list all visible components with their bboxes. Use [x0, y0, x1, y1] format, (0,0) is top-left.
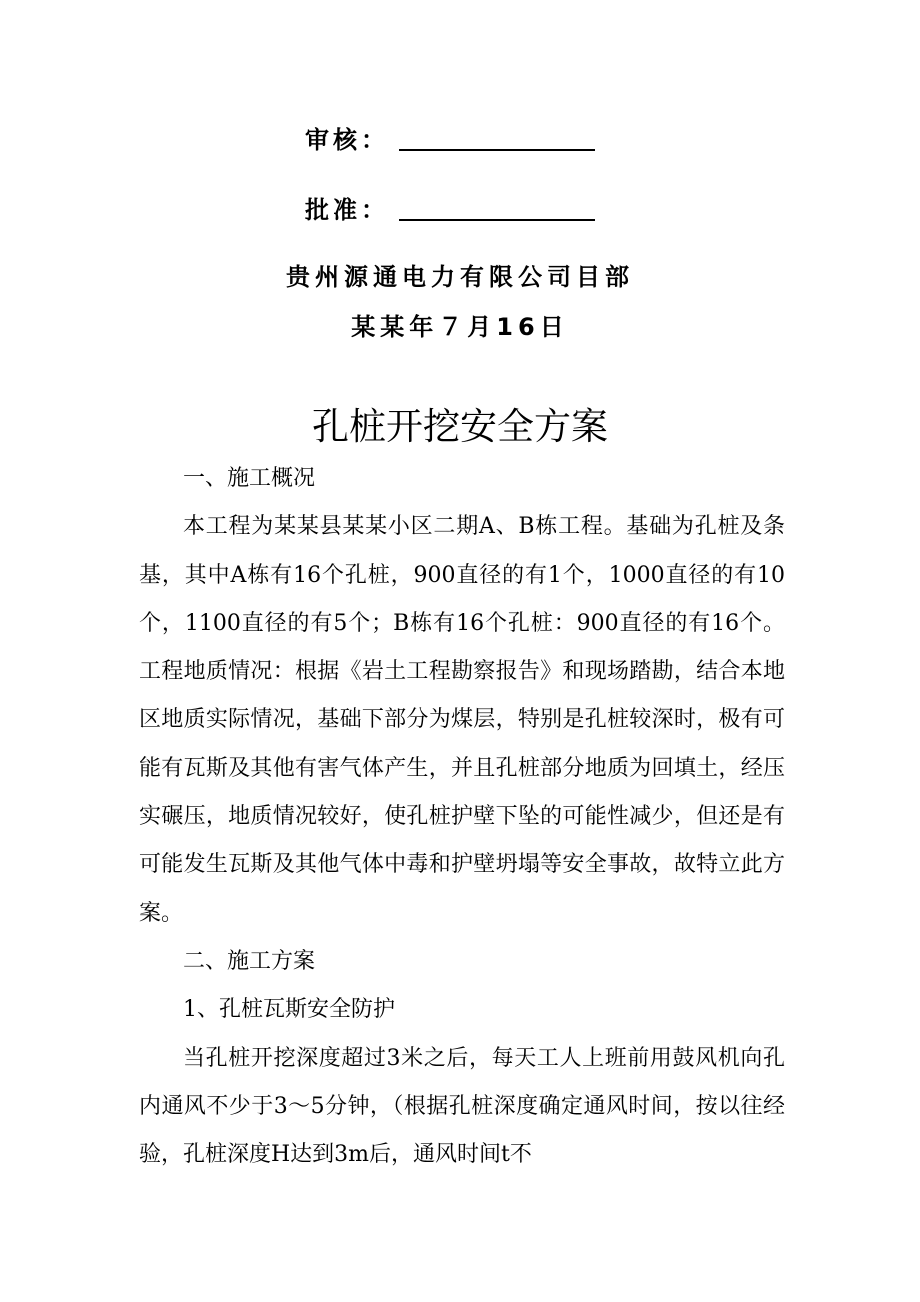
review-signature-line — [399, 149, 595, 151]
approve-signature-row — [305, 184, 595, 224]
document-title: 孔桩开挖安全方案 — [312, 405, 608, 448]
subsection-heading-gas-protection: 1、孔桩瓦斯安全防护 — [183, 997, 395, 1023]
review-label: 审核： — [305, 126, 389, 154]
review-signature-row — [305, 114, 595, 154]
approve-signature-line — [399, 219, 595, 221]
document-body — [139, 455, 785, 1179]
paragraph-gas-protection: 当孔桩开挖深度超过3米之后，每天工人上班前用鼓风机向孔内通风不少于3～5分钟，（根据孔桩深度确定通风时间，按以往经验，孔桩深度H达到3m后，通风时间t不 — [139, 1045, 785, 1168]
approve-label: 批准： — [305, 196, 389, 224]
document-date: 某某年７月16日 — [351, 313, 569, 341]
section-heading-plan: 二、施工方案 — [183, 948, 316, 974]
company-name: 贵州源通电力有限公司目部 — [286, 263, 634, 291]
paragraph-overview: 本工程为某某县某某小区二期A、B栋工程。基础为孔桩及条基，其中A栋有16个孔桩，900直径的有1个，1000直径的有10个，1100直径的有5个；B栋有16个孔桩：900直径的有16个。工程地质情况：根据《岩土工程勘察报告》和现场踏勘，结合本地区地质实际情况，基础下部分为煤层，特别是孔桩较深时，极有可能有瓦斯及其他有害气体产生，并且孔桩部分地质为回填土，经压实碾压，地质情况较好，使孔桩护壁下坠的可能性减少，但还是有可能发生瓦斯及其他气体中毒和护壁坍塌等安全事故，故特立此方案。 — [139, 514, 785, 926]
section-heading-overview: 一、施工概况 — [183, 466, 316, 491]
